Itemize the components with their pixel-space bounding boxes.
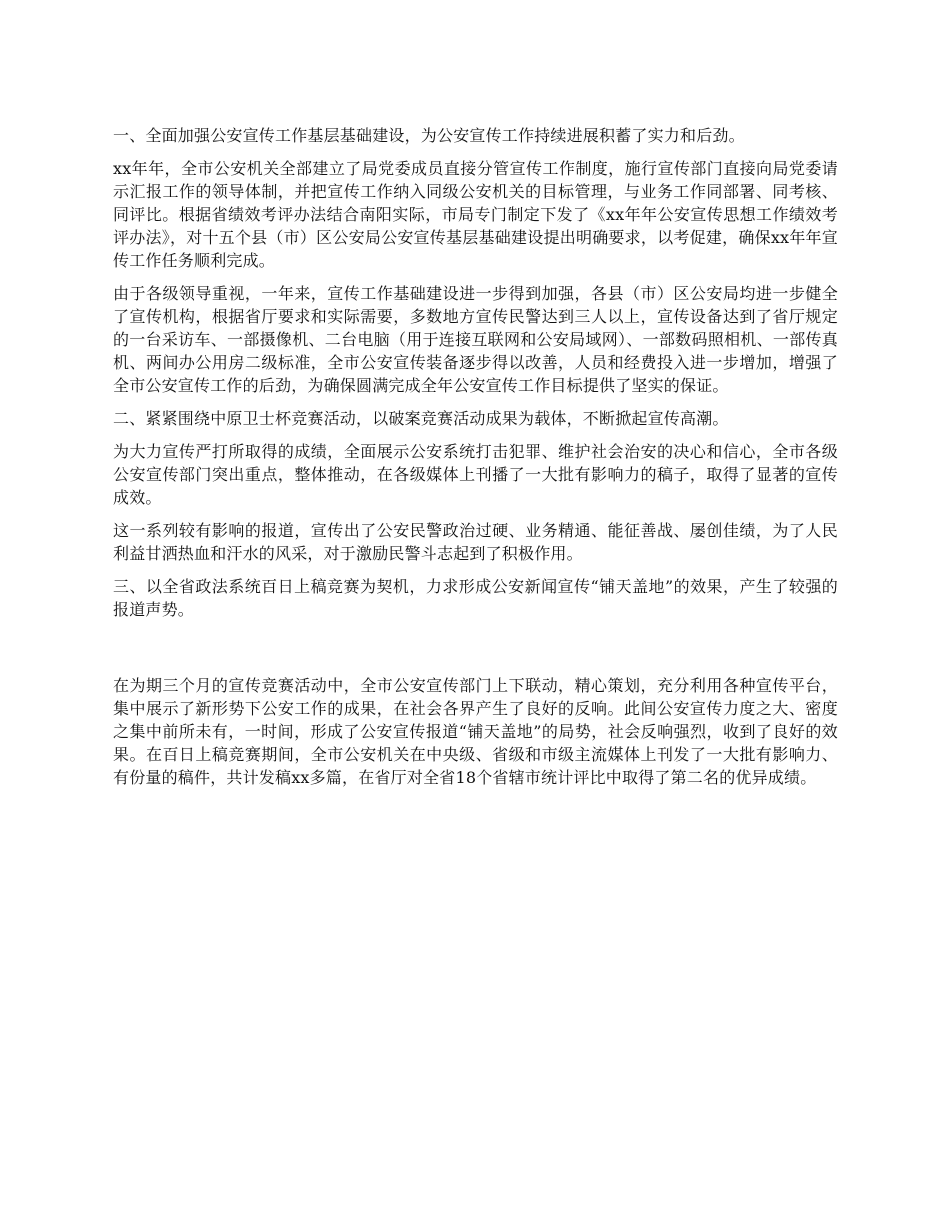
- document-body: [113, 124, 838, 799]
- blank-spacer: [113, 631, 838, 674]
- paragraph-body: 在为期三个月的宣传竞赛活动中，全市公安宣传部门上下联动，精心策划，充分利用各种宣传平台，集中展示了新形势下公安工作的成果，在社会各界产生了良好的反响。此间公安宣传力度之大、密度之集中前所未有，一时间，形成了公安宣传报道“铺天盖地”的局势，社会反响强烈，收到了良好的效果。在百日上稿竞赛期间，全市公安机关在中央级、省级和市级主流媒体上刊发了一大批有影响力、有份量的稿件，共计发稿xx多篇，在省厅对全省18个省辖市统计评比中取得了第二名的优异成绩。: [113, 676, 838, 787]
- paragraph-body: xx年年，全市公安机关全部建立了局党委成员直接分管宣传工作制度，施行宣传部门直接向局党委请示汇报工作的领导体制，并把宣传工作纳入同级公安机关的目标管理，与业务工作同部署、同考核、同评比。根据省绩效考评办法结合南阳实际，市局专门制定下发了《xx年年公安宣传思想工作绩效考评办法》，对十五个县（市）区公安局公安宣传基层基础建设提出明确要求，以考促建，确保xx年年宣传工作任务顺利完成。: [113, 159, 838, 270]
- paragraph-section-1-heading: 一、全面加强公安宣传工作基层基础建设，为公安宣传工作持续进展积蓄了实力和后劲。: [113, 126, 745, 145]
- paragraph-body: 这一系列较有影响的报道，宣传出了公安民警政治过硬、业务精通、能征善战、屡创佳绩，为了人民利益甘洒热血和汗水的风采，对于激励民警斗志起到了积极作用。: [113, 521, 838, 563]
- paragraph-section-3-heading: 三、以全省政法系统百日上稿竞赛为契机，力求形成公安新闻宣传“铺天盖地”的效果，产生了较强的报道声势。: [113, 577, 838, 619]
- paragraph-section-2-heading: 二、紧紧围绕中原卫士杯竞赛活动，以破案竞赛活动成果为载体，不断掀起宣传高潮。: [113, 409, 729, 428]
- paragraph-body: 为大力宣传严打所取得的成绩，全面展示公安系统打击犯罪、维护社会治安的决心和信心，全市各级公安宣传部门突出重点，整体推动，在各级媒体上刊播了一大批有影响力的稿子，取得了显著的宣传成效。: [113, 442, 838, 507]
- paragraph-body: 由于各级领导重视，一年来，宣传工作基础建设进一步得到加强，各县（市）区公安局均进一步健全了宣传机构，根据省厅要求和实际需要，多数地方宣传民警达到三人以上，宣传设备达到了省厅规定的一台采访车、一部摄像机、二台电脑（用于连接互联网和公安局域网）、一部数码照相机、一部传真机、两间办公用房二级标准，全市公安宣传装备逐步得以改善，人员和经费投入进一步增加，增强了全市公安宣传工作的后劲，为确保圆满完成全年公安宣传工作目标提供了坚实的保证。: [113, 284, 838, 395]
